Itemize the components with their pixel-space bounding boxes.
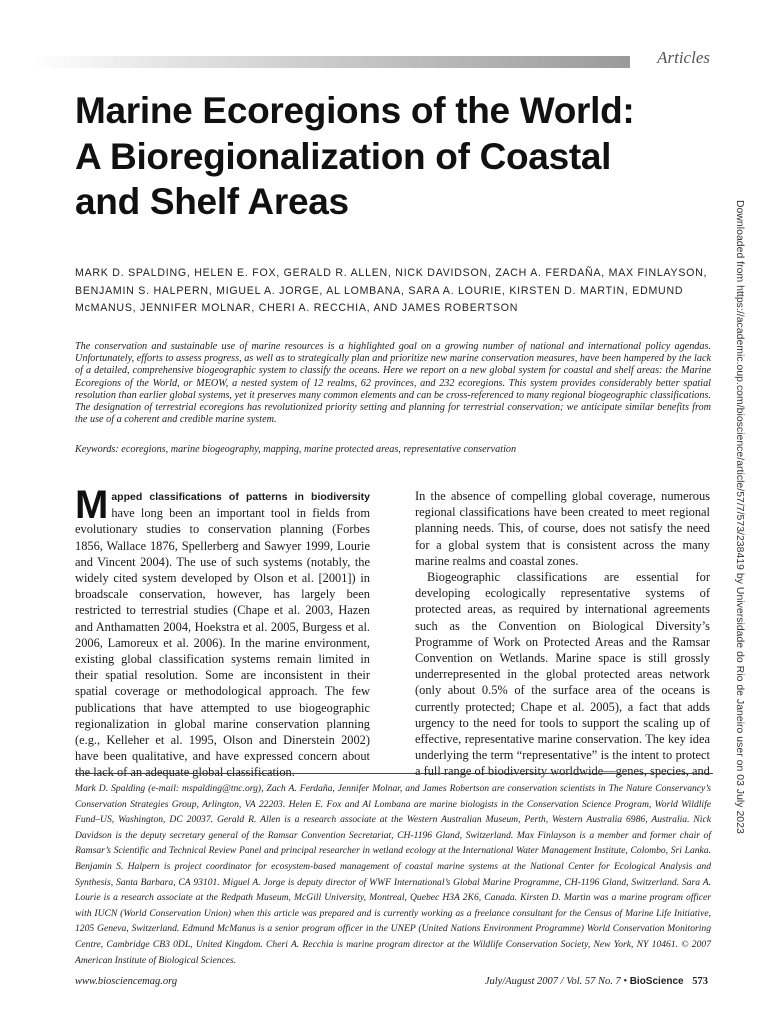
footer-issue: July/August 2007 / Vol. 57 No. 7 • [484,976,628,987]
footer-journal: BioScience [629,976,684,987]
author-list [75,265,715,318]
title-line: Marine Ecoregions of the World: [75,90,635,131]
body-paragraph: In the absence of compelling global coverage, numerous regional classifications have been created to meet regional planning needs. This, of course, does not satisfy the need for a global system that is consistent across the many marine realms and coastal zones. [415,489,710,568]
abstract: The conservation and sustainable use of marine resources is a highlighted goal on a growing number of national and international policy agendas. Unfortunately, efforts to assess progress, as well as to strategically plan and prioritize new marine conservation measures, have been hampered by the lack of a detailed, comprehensive biogeographic system to classify the oceans. Here we report on a new global system for coastal and shelf areas: the Marine Ecoregions of the World, or MEOW, a nested system of 12 realms, 62 provinces, and 232 ecoregions. This system provides considerably better spatial resolution than earlier global systems, yet it preserves many common elements and can be cross-referenced to many regional biogeographic classifications. The designation of terrestrial ecoregions has revolutionized priority setting and planning for terrestrial conservation; we anticipate similar benefits from the use of a coherent and credible marine system. [75,341,711,426]
body-text: have long been an important tool in fields from evolutionary studies to conservation planning (Forbes 1856, Wallace 1876, Spellerberg and Sawyer 1999, Lourie and Vincent 2004). The use of such systems (notably, the widely cited system developed by Olson et al. [2001]) in broadscale conservation, however, has largely been restricted to terrestrial studies (Chape et al. 2003, Hazen and Anthamatten 2004, Hoekstra et al. 2005, Burgess et al. 2006, Lamoreux et al. 2006). In the marine environment, existing global classification systems remain limited in their spatial resolution. Some are inconsistent in their spatial coverage or methodological approach. The few publications that have attempted to use biogeographic regionalization in global marine conservation planning (e.g., Kelleher et al. 1995, Olson and Dinerstein 2002) have been qualitative, and have expressed concern about the lack of an adequate global classification. [75,506,370,780]
author-line: MARK D. SPALDING, HELEN E. FOX, GERALD R. ALLEN, NICK DAVIDSON, ZACH A. FERDAÑA, MAX FINLAYSON, [75,267,708,279]
page-number: 573 [692,976,708,987]
lead-in-text: apped classifications of patterns in biodiversity [111,491,370,503]
body-paragraph [75,483,370,781]
body-paragraph: Biogeographic classifications are essential for developing ecologically representative systems of protected areas, as required by international agreements such as the Convention on Biological Diversity’s Programme of Work on Protected Areas and the Ramsar Convention on Wetlands. Marine space is still grossly underrepresented in the global protected areas network (only about 0.5% of the surface area of the oceans is currently protected; Chape et al. 2005), a fact that adds urgency to the need for tools to support the scaling up of effective, representative marine conservation. The key idea underlying the term “representative” is the intent to protect a full range of biodiversity worldwide—genes, species, and [415,570,710,779]
author-affiliations: Mark D. Spalding (e-mail: mspalding@tnc.org), Zach A. Ferdaña, Jennifer Molnar, and James Robertson are conservation scientists in The Nature Conservancy’s Conservation Strategies Group, Arlington, VA 22203. Helen E. Fox and Al Lombana are marine biologists in the Conservation Science Program, World Wildlife Fund–US, Washington, DC 20037. Gerald R. Allen is a research associate at the Western Australian Museum, Perth, Western Australia 6986, Australia. Nick Davidson is the deputy secretary general of the Ramsar Convention Secretariat, CH-1196 Gland, Switzerland. Max Finlayson is a member and former chair of Ramsar’s Scientific and Technical Review Panel and principal researcher in wetland ecology at the International Water Management Institute, Colombo, Sri Lanka. Benjamin S. Halpern is project coordinator for ecosystem-based management of coastal marine systems at the National Center for Ecological Analysis and Synthesis, Santa Barbara, CA 93101. Miguel A. Jorge is deputy director of WWF International’s Global Marine Programme, CH-1196 Gland, Switzerland. Sara A. Lourie is a research associate at the Redpath Museum, McGill University, Montreal, Quebec H3A 2K6, Canada. Kirsten D. Martin was a marine program officer with IUCN (World Conservation Union) when this article was prepared and is currently working as a freelance consultant for the Census of Marine Life Initiative, 1205 Geneva, Switzerland. Edmund McManus is a senior program officer in the UNEP (United Nations Environment Programme) World Conservation Monitoring Centre, Cambridge CB3 0DL, United Kingdom. Cheri A. Recchia is marine program director at the Wildlife Conservation Society, New York, NY 10461. © 2007 American Institute of Biological Sciences. [75,783,711,966]
title-line: and Shelf Areas [75,181,349,222]
footnote-divider [75,773,713,774]
header-gradient-bar [30,56,630,68]
title-line: A Bioregionalization of Coastal [75,135,612,177]
author-line: BENJAMIN S. HALPERN, MIGUEL A. JORGE, AL LOMBANA, SARA A. LOURIE, KIRSTEN D. MARTIN, EDMUND [75,284,684,297]
body-column-right [415,488,710,780]
download-watermark: Downloaded from https://academic.oup.com/bioscience/article/57/7/573/238419 by Universidade do Rio de Janeiro user on 03 July 2023 [734,200,745,834]
drop-cap: M [75,483,109,527]
footer-website: www.biosciencemag.org [75,976,178,987]
footer-citation [485,976,708,987]
keywords: Keywords: ecoregions, marine biogeography, mapping, marine protected areas, representative conservation [75,444,517,455]
section-label: Articles [657,48,710,67]
author-line: McMANUS, JENNIFER MOLNAR, CHERI A. RECCHIA, AND JAMES ROBERTSON [75,302,519,314]
body-column-left [75,483,370,781]
article-title [75,88,725,225]
